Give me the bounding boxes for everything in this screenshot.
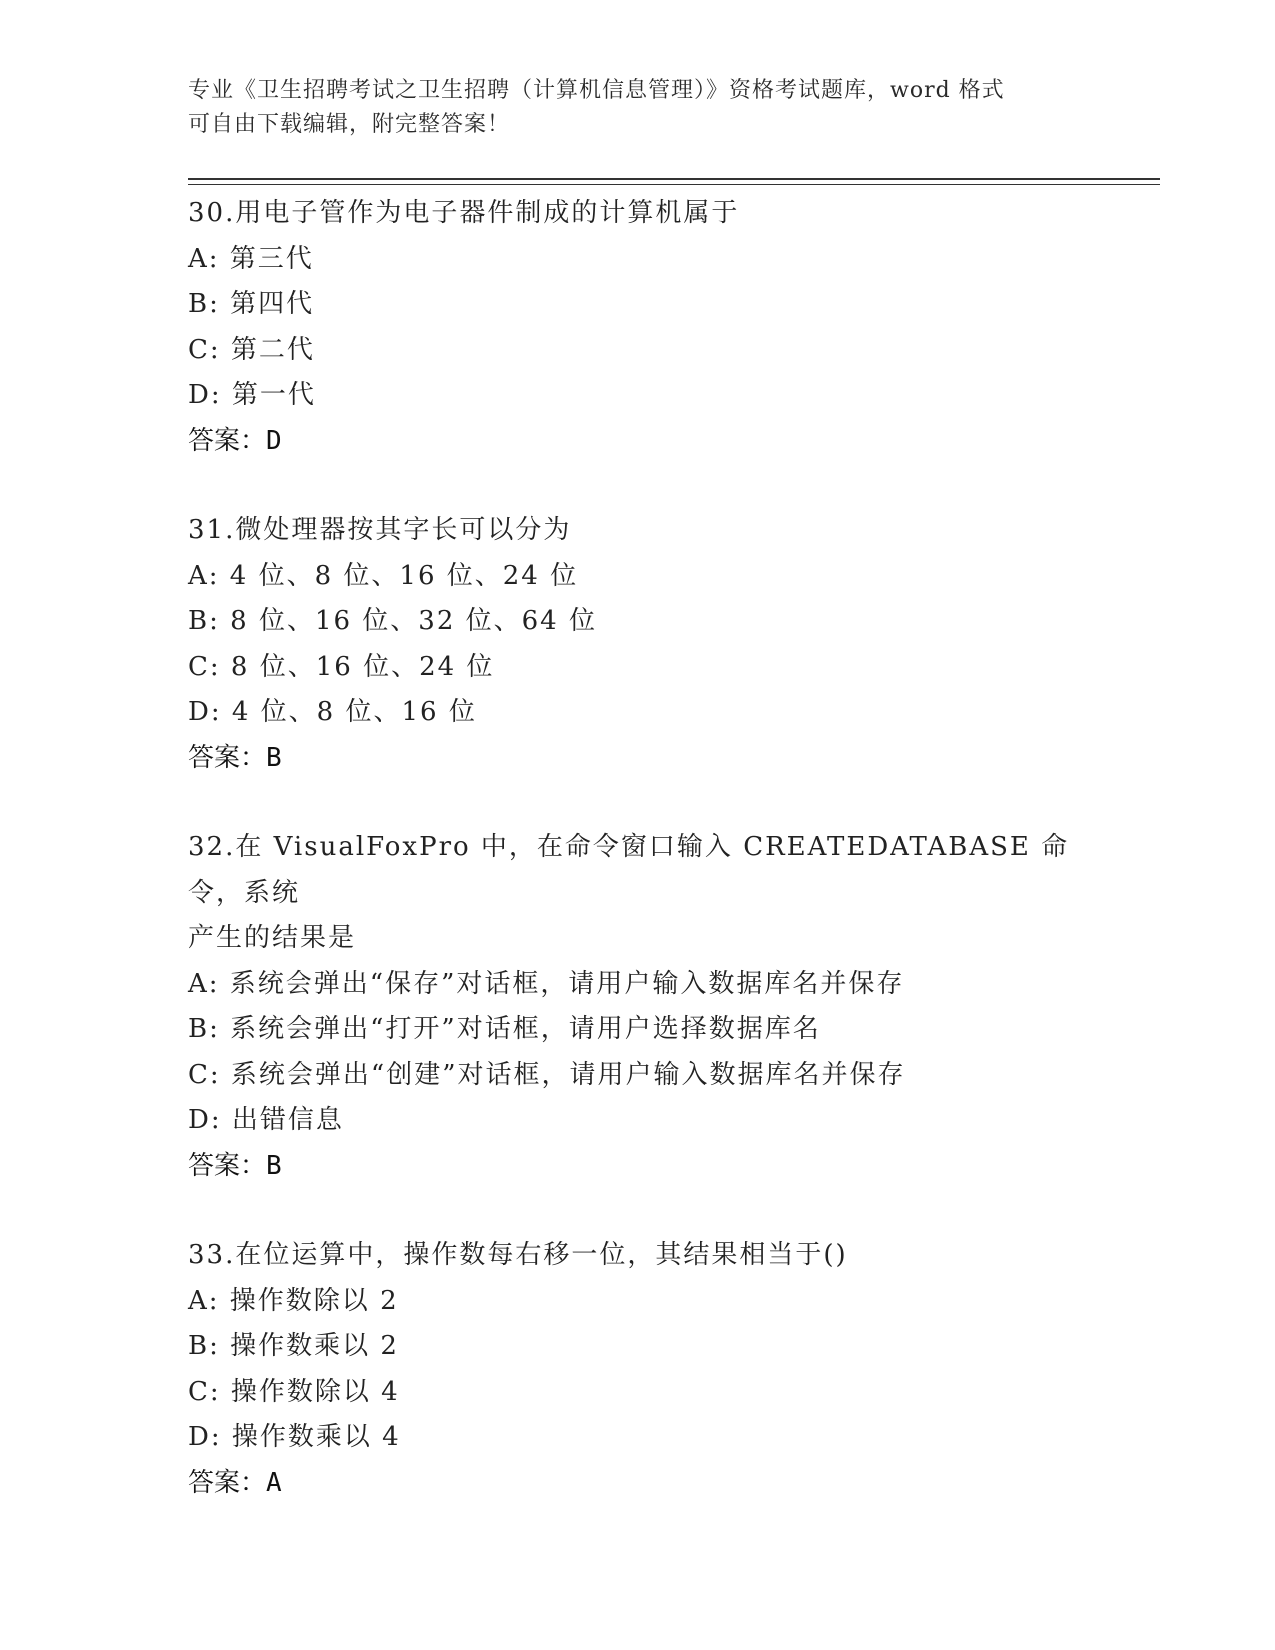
answer: 答案：B (188, 742, 282, 773)
question-stem-line-2: 产生的结果是 (188, 923, 357, 953)
document-header (188, 74, 1068, 142)
option-b: B: 8 位、16 位、32 位、64 位 (188, 606, 597, 636)
option-a: A: 4 位、8 位、16 位、24 位 (188, 560, 579, 591)
option-c: C: 操作数除以 4 (188, 1376, 400, 1407)
header-rule-thick (188, 178, 1160, 180)
option-c: C: 第二代 (188, 334, 315, 365)
question-stem: 30.用电子管作为电子器件制成的计算机属于 (188, 198, 740, 228)
answer: 答案：D (188, 425, 282, 456)
option-d: D: 操作数乘以 4 (188, 1422, 401, 1452)
question-list (188, 191, 1088, 1550)
question-33 (188, 1233, 1088, 1506)
question-31 (188, 508, 1088, 781)
header-line-2: 可自由下载编辑，附完整答案！ (188, 112, 511, 137)
option-d: D: 出错信息 (188, 1105, 344, 1135)
option-c: C: 系统会弹出“创建”对话框，请用户输入数据库名并保存 (188, 1059, 906, 1090)
question-32 (188, 825, 1088, 1189)
answer: 答案：B (188, 1150, 282, 1181)
option-a: A: 系统会弹出“保存”对话框，请用户输入数据库名并保存 (188, 968, 905, 999)
question-30 (188, 191, 1088, 464)
option-b: B: 系统会弹出“打开”对话框，请用户选择数据库名 (188, 1014, 821, 1044)
header-rule-thin (188, 184, 1160, 185)
option-c: C: 8 位、16 位、24 位 (188, 651, 495, 682)
option-a: A: 操作数除以 2 (188, 1285, 399, 1316)
question-stem: 33.在位运算中，操作数每右移一位，其结果相当于() (188, 1240, 848, 1270)
option-a: A: 第三代 (188, 243, 314, 274)
question-stem-line-1: 32.在 VisualFoxPro 中，在命令窗口输入 CREATEDATABASE 命令，系统 (188, 832, 1070, 908)
answer: 答案：A (188, 1467, 282, 1498)
header-line-1: 专业《卫生招聘考试之卫生招聘（计算机信息管理）》资格考试题库，word 格式 (188, 78, 1005, 103)
option-b: B: 第四代 (188, 289, 315, 319)
option-b: B: 操作数乘以 2 (188, 1331, 399, 1361)
option-d: D: 第一代 (188, 380, 316, 410)
option-d: D: 4 位、8 位、16 位 (188, 697, 477, 727)
question-stem: 31.微处理器按其字长可以分为 (188, 515, 572, 545)
